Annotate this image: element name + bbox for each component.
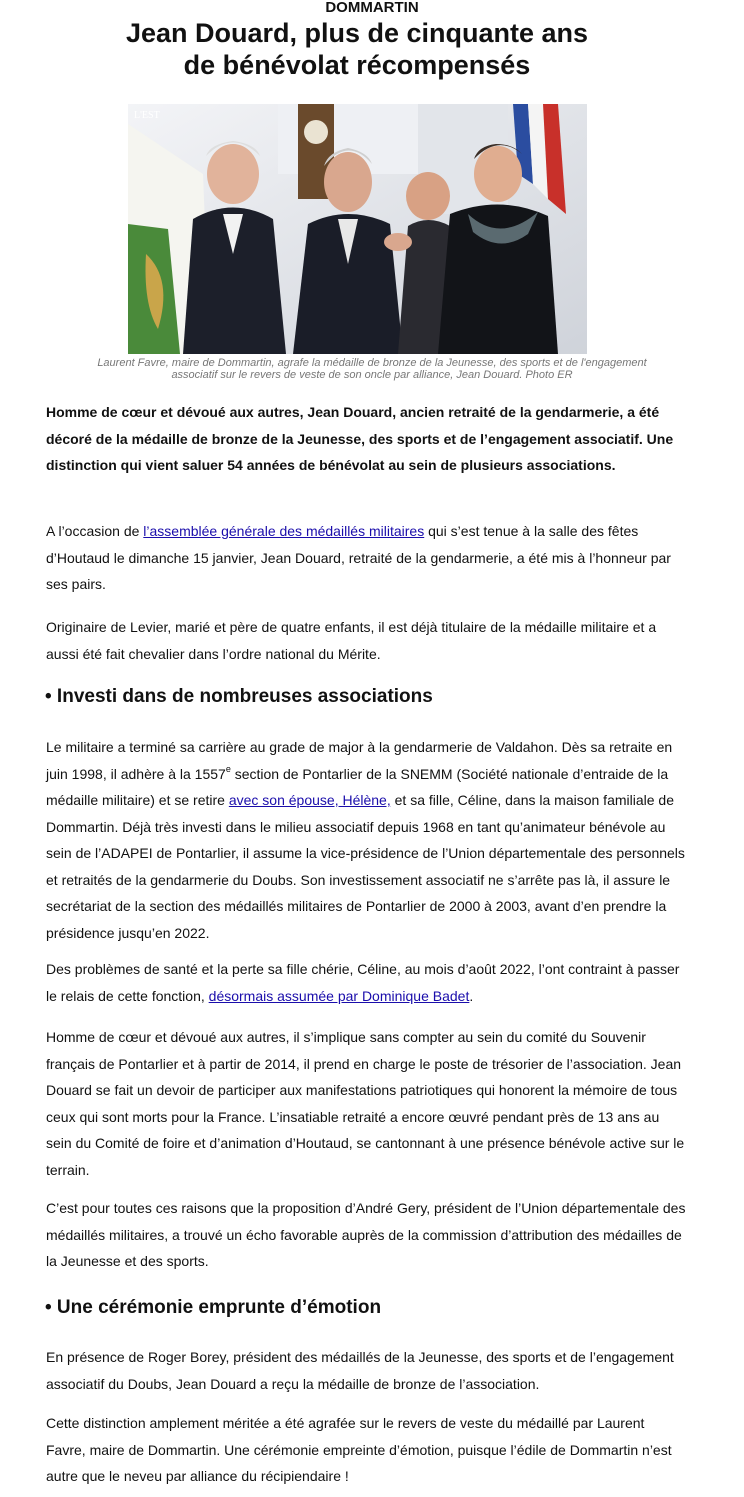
- paragraph-text: Le militaire a terminé sa carrière au grade de major à la gendarmerie de Valdahon. Dès sa retraite en juin 1998, il adhère à la 1557: [46, 739, 673, 782]
- paragraph-text: et sa fille, Céline, dans la maison familiale de Dommartin. Déjà très investi dans le milieu associatif depuis 1968 en tant qu’animateur bénévole au sein de l’ADAPEI de Pontarlier, il assume la vice-présidence de l’Union départementale des personnels et retraités de la gendarmerie du Doubs. Son investissement associatif ne s’arrête pas là, il assure le secrétariat de la section des médaillés militaires de Pontarlier de 2000 à 2003, avant d’en prendre la présidence jusqu’en 2022.: [46, 792, 685, 941]
- article-photo: [128, 104, 587, 354]
- paragraph-text: Des problèmes de santé et la perte sa fille chérie, Céline, au mois d’août 2022, l’ont contraint à passer le relais de cette fonction,: [46, 961, 680, 1004]
- superscript: e: [225, 763, 231, 774]
- headline-line-2: de bénévolat récompensés: [183, 50, 531, 80]
- paragraph-text: section de Pontarlier de la SNEMM (Société nationale d’entraide de la médaille militaire) et se retire: [46, 765, 669, 808]
- section-heading-associations: • Investi dans de nombreuses associations: [45, 686, 433, 707]
- article-kicker: DOMMARTIN: [325, 0, 419, 16]
- paragraph-distinction: Cette distinction amplement méritée a été agrafée sur le revers de veste du médaillé par Laurent Favre, maire de Dommartin. Une cérémonie empreinte d’émotion, puisque l’édile de Dommartin n’est autre que le neveu par alliance du récipiendaire !: [46, 1415, 672, 1484]
- article-lead: Homme de cœur et dévoué aux autres, Jean Douard, ancien retraité de la gendarmerie, a été décoré de la médaille de bronze de la Jeunesse, des sports et de l’engagement associatif. Une distinction qui vient saluer 54 années de bénévolat au sein de plusieurs associations.: [46, 404, 674, 473]
- paragraph-text: qui s’est tenue à la salle des fêtes d’Houtaud le dimanche 15 janvier, Jean Douard, retraité de la gendarmerie, a été mis à l’honneur par ses pairs.: [46, 523, 671, 592]
- successor-link[interactable]: désormais assumée par Dominique Badet: [208, 987, 470, 1004]
- paragraph-origin: Originaire de Levier, marié et père de quatre enfants, il est déjà titulaire de la médaille militaire et a aussi été fait chevalier dans l’ordre national du Mérite.: [46, 619, 657, 662]
- headline-line-1: Jean Douard, plus de cinquante ans: [125, 18, 589, 48]
- assembly-link[interactable]: l’assemblée générale des médaillés militaires: [143, 523, 425, 539]
- paragraph-souvenir: Homme de cœur et dévoué aux autres, il s’implique sans compter au sein du comité du Souvenir français de Pontarlier et à partir de 2014, il prend en charge le poste de trésorier de l’association. Jean Douard se fait un devoir de participer aux manifestations patriotiques qui honorent la mémoire de tous ceux qui sont morts pour la France. L’insatiable retraité a encore œuvré pendant près de 13 ans au sein du Comité de foire et d’animation d’Houtaud, se cantonnant à une présence bénévole active sur le terrain.: [46, 1029, 685, 1178]
- section-heading-ceremony: • Une cérémonie emprunte d’émotion: [45, 1297, 382, 1318]
- photo-caption: [60, 357, 684, 381]
- paragraph-text: .: [469, 987, 474, 1004]
- newspaper-logo: L'EST: [134, 110, 160, 121]
- caption-line-1: Laurent Favre, maire de Dommartin, agrafe la médaille de bronze de la Jeunesse, des sports et de l'engagement: [97, 357, 647, 369]
- ceremony-photo-illustration: [128, 104, 587, 354]
- paragraph-career: [46, 734, 686, 946]
- spouse-link[interactable]: avec son épouse, Hélène,: [228, 792, 391, 808]
- paragraph-text: A l’occasion de: [46, 523, 144, 539]
- paragraph-health: [46, 956, 686, 1009]
- paragraph-assembly: [46, 518, 686, 598]
- article-headline: [0, 17, 714, 81]
- caption-line-2: associatif sur le revers de veste de son oncle par alliance, Jean Douard. Photo ER: [171, 369, 573, 381]
- paragraph-presence: En présence de Roger Borey, président des médaillés de la Jeunesse, des sports et de l’engagement associatif du Doubs, Jean Douard a reçu la médaille de bronze de l’association.: [46, 1349, 674, 1392]
- paragraph-proposal: C’est pour toutes ces raisons que la proposition d’André Gery, président de l’Union départementale des médaillés militaires, a trouvé un écho favorable auprès de la commission d’attribution des médailles de la Jeunesse et des sports.: [46, 1200, 686, 1269]
